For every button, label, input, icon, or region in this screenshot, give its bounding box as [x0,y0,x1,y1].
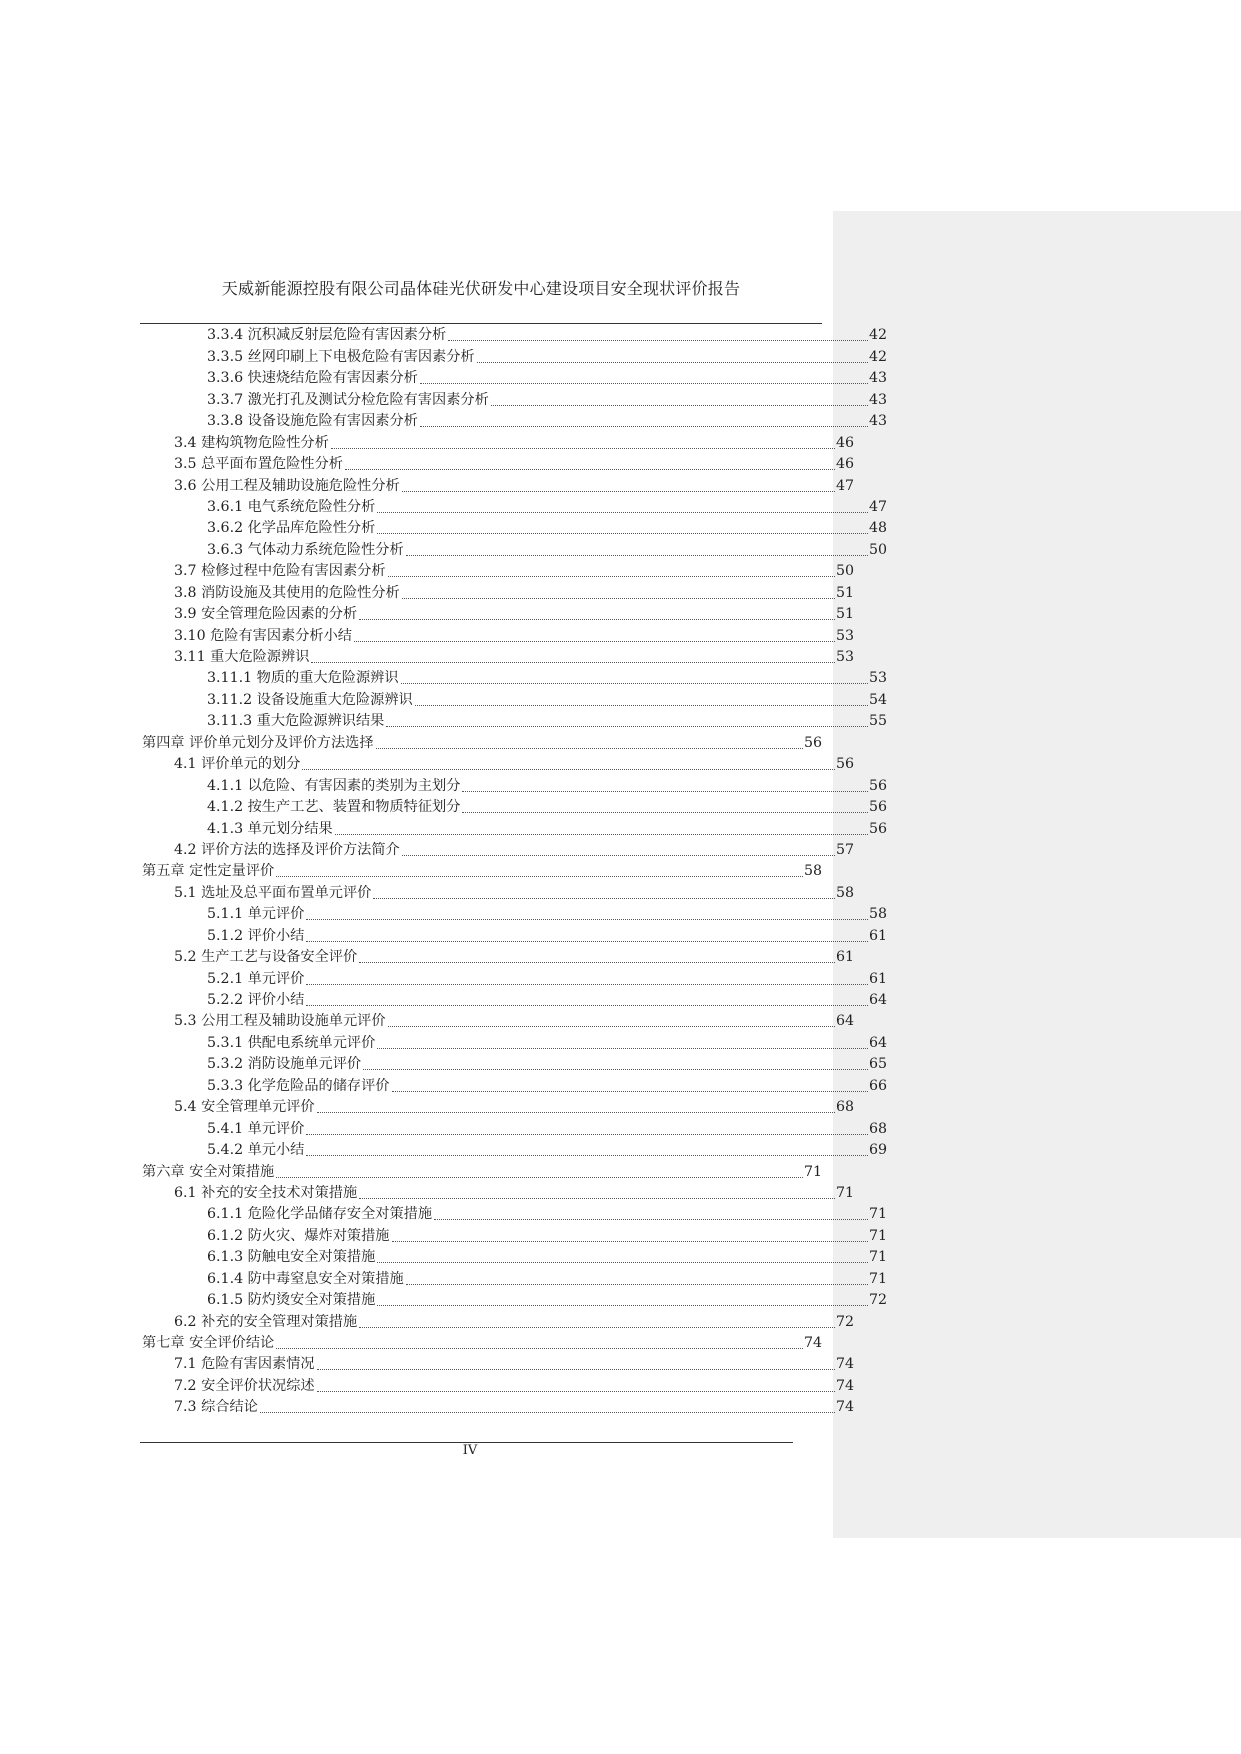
toc-entry[interactable] [140,1374,854,1395]
dot-leader [377,533,868,534]
toc-entry-page: 74 [835,1399,854,1416]
toc-entry-page: 74 [803,1335,822,1351]
toc-entry-label: 6.1.3 防触电安全对策措施 [207,1249,376,1266]
toc-entry-label: 6.1.5 防灼烫安全对策措施 [207,1292,376,1309]
dot-leader [392,1241,868,1242]
toc-entry-label: 5.4 安全管理单元评价 [174,1099,315,1116]
toc-entry-page: 66 [868,1077,887,1094]
toc-entry-label: 5.4.1 单元评价 [207,1120,305,1137]
toc-entry-page: 53 [835,649,854,665]
toc-entry[interactable] [140,989,887,1010]
dot-leader [491,405,868,406]
toc-entry-page: 54 [868,691,887,708]
dot-leader [335,834,868,835]
toc-entry-label: 7.2 安全评价状况综述 [174,1377,315,1394]
toc-entry-label: 5.1.1 单元评价 [207,906,305,923]
toc-entry-label: 3.6.1 电气系统危险性分析 [207,498,376,515]
toc-entry[interactable] [140,903,887,924]
toc-entry-label: 第五章 定性定量评价 [142,863,275,880]
toc-entry[interactable] [140,517,887,538]
toc-entry[interactable] [140,710,887,731]
toc-entry-label: 3.3.8 设备设施危险有害因素分析 [207,413,418,430]
toc-entry-label: 3.7 检修过程中危险有害因素分析 [174,563,386,580]
toc-entry-page: 51 [835,606,854,623]
toc-entry-label: 6.1 补充的安全技术对策措施 [174,1184,358,1201]
dot-leader [276,1348,803,1349]
toc-entry-page: 53 [868,670,887,687]
toc-entry[interactable] [140,1096,854,1117]
toc-entry[interactable] [140,603,854,624]
toc-entry-page: 50 [835,563,854,580]
toc-entry[interactable] [140,453,854,474]
toc-entry[interactable] [140,1224,887,1245]
toc-entry[interactable] [140,1117,887,1138]
dot-leader [306,941,868,942]
toc-entry-page: 43 [868,391,887,408]
toc-entry[interactable] [140,345,887,366]
toc-entry[interactable] [140,967,887,988]
toc-entry[interactable] [140,1246,887,1267]
toc-entry-label: 7.3 综合结论 [174,1399,258,1416]
dot-leader [392,1091,868,1092]
toc-entry[interactable] [140,538,887,559]
dot-leader [260,1412,835,1413]
dot-leader [448,340,868,341]
dot-leader [388,576,835,577]
toc-entry-label: 3.6 公用工程及辅助设施危险性分析 [174,477,400,494]
toc-entry-label: 4.1 评价单元的划分 [174,756,301,773]
toc-entry-label: 3.6.2 化学品库危险性分析 [207,520,376,537]
toc-entry[interactable] [140,924,887,945]
dot-leader [377,1048,868,1049]
dot-leader [377,512,868,513]
toc-entry-page: 71 [868,1270,887,1287]
toc-entry[interactable] [140,1053,887,1074]
toc-entry-label: 7.1 危险有害因素情况 [174,1356,315,1373]
toc-entry[interactable] [140,581,854,602]
dot-leader [402,855,835,856]
toc-entry-page: 50 [868,541,887,558]
toc-entry-page: 61 [835,949,854,966]
toc-entry-label: 4.1.3 单元划分结果 [207,820,333,837]
toc-entry-page: 56 [868,799,887,816]
toc-entry-page: 46 [835,456,854,473]
toc-entry[interactable] [140,1267,887,1288]
toc-entry-label: 3.11.2 设备设施重大危险源辨识 [207,691,413,708]
toc-entry-page: 57 [835,841,854,858]
dot-leader [477,362,868,363]
toc-entry[interactable] [140,1139,887,1160]
dot-leader [462,812,868,813]
toc-entry[interactable] [140,774,887,795]
toc-entry-label: 第六章 安全对策措施 [142,1163,275,1180]
toc-entry[interactable] [140,731,822,752]
dot-leader [276,1177,803,1178]
toc-entry-label: 5.1 选址及总平面布置单元评价 [174,884,372,901]
toc-entry-page: 47 [868,498,887,515]
toc-entry-page: 42 [868,348,887,365]
toc-entry-page: 48 [868,520,887,537]
toc-entry[interactable] [140,1310,854,1331]
toc-entry[interactable] [140,624,854,645]
toc-entry-page: 43 [868,370,887,387]
toc-entry-label: 3.8 消防设施及其使用的危险性分析 [174,584,400,601]
dot-leader [354,641,835,642]
toc-entry-page: 71 [835,1184,854,1201]
toc-entry-label: 3.6.3 气体动力系统危险性分析 [207,541,404,558]
toc-entry-label: 6.1.4 防中毒窒息安全对策措施 [207,1270,404,1287]
toc-entry-label: 3.3.4 沉积减反射层危险有害因素分析 [207,327,447,344]
toc-entry[interactable] [140,496,887,517]
toc-entry-page: 58 [835,884,854,901]
toc-entry-page: 71 [868,1227,887,1244]
toc-entry-label: 5.3.2 消防设施单元评价 [207,1056,362,1073]
toc-entry-label: 3.5 总平面布置危险性分析 [174,456,343,473]
toc-entry-page: 64 [868,1034,887,1051]
toc-entry-page: 64 [835,1013,854,1030]
toc-entry-label: 3.11 重大危险源辨识 [174,649,310,665]
dot-leader [406,555,868,556]
dot-leader [363,1069,868,1070]
toc-entry[interactable] [140,1182,854,1203]
dot-leader [306,984,868,985]
toc-entry[interactable] [140,1353,854,1374]
toc-entry-label: 4.1.1 以危险、有害因素的类别为主划分 [207,777,461,794]
dot-leader [317,1369,835,1370]
toc-entry-page: 61 [868,927,887,944]
toc-entry[interactable] [140,1074,887,1095]
dot-leader [317,1112,835,1113]
toc-entry[interactable] [140,324,887,345]
toc-entry[interactable] [140,646,854,667]
dot-leader [415,705,868,706]
toc-entry-label: 5.4.2 单元小结 [207,1142,305,1159]
dot-leader [345,469,835,470]
toc-entry[interactable] [140,946,854,967]
toc-entry-page: 68 [868,1120,887,1137]
toc-entry-label: 5.3.3 化学危险品的储存评价 [207,1077,390,1094]
toc-entry-page: 58 [803,863,822,880]
dot-leader [402,491,835,492]
toc-entry-label: 3.4 建构筑物危险性分析 [174,434,329,451]
dot-leader [317,1391,835,1392]
toc-entry-label: 5.2.2 评价小结 [207,992,305,1008]
dot-leader [406,1284,868,1285]
toc-entry-label: 4.2 评价方法的选择及评价方法简介 [174,841,400,858]
toc-entry-label: 4.1.2 按生产工艺、装置和物质特征划分 [207,799,461,816]
toc-entry-page: 71 [868,1249,887,1266]
dot-leader [462,791,868,792]
toc-entry-label: 6.1.2 防火灾、爆炸对策措施 [207,1227,390,1244]
dot-leader [359,962,835,963]
comment-margin-pane [833,211,1241,1538]
toc-entry-page: 72 [868,1292,887,1309]
toc-entry-label: 3.9 安全管理危险因素的分析 [174,606,358,623]
toc-entry-page: 47 [835,477,854,494]
toc-entry[interactable] [140,1160,822,1181]
dot-leader [373,898,835,899]
toc-entry[interactable] [140,367,887,388]
dot-leader [377,1262,868,1263]
toc-entry[interactable] [140,1010,854,1031]
dot-leader [420,383,868,384]
toc-entry-page: 43 [868,413,887,430]
table-of-contents [140,324,887,1417]
toc-entry-label: 3.3.7 激光打孔及测试分检危险有害因素分析 [207,391,489,408]
toc-entry-page: 74 [835,1356,854,1373]
toc-entry-label: 5.1.2 评价小结 [207,927,305,944]
dot-leader [359,1327,835,1328]
dot-leader [386,726,868,727]
toc-entry-page: 46 [835,434,854,451]
toc-entry[interactable] [140,1396,854,1417]
toc-entry-page: 71 [868,1206,887,1223]
dot-leader [359,619,835,620]
dot-leader [311,662,835,663]
toc-entry-page: 56 [868,777,887,794]
toc-entry-label: 第四章 评价单元划分及评价方法选择 [142,734,374,751]
toc-entry[interactable] [140,881,854,902]
toc-entry-page: 56 [868,820,887,837]
dot-leader [420,426,868,427]
toc-entry[interactable] [140,839,854,860]
toc-entry-page: 65 [868,1056,887,1073]
dot-leader [306,919,868,920]
toc-entry-page: 71 [803,1163,822,1180]
dot-leader [376,748,803,749]
dot-leader [401,683,868,684]
dot-leader [276,876,803,877]
toc-entry-page: 72 [835,1313,854,1330]
toc-entry-page: 56 [835,756,854,773]
toc-entry-label: 5.3.1 供配电系统单元评价 [207,1034,376,1051]
dot-leader [306,1155,868,1156]
toc-entry-page: 61 [868,970,887,987]
toc-entry-page: 53 [835,627,854,644]
toc-entry[interactable] [140,753,854,774]
toc-entry-label: 第七章 安全评价结论 [142,1335,275,1351]
toc-entry-label: 3.3.6 快速烧结危险有害因素分析 [207,370,418,387]
toc-entry-page: 64 [868,992,887,1008]
toc-entry-label: 5.2 生产工艺与设备安全评价 [174,949,358,966]
toc-entry[interactable] [140,1289,887,1310]
toc-entry[interactable] [140,410,887,431]
toc-entry[interactable] [140,1332,822,1353]
toc-entry-label: 6.1.1 危险化学品储存安全对策措施 [207,1206,433,1223]
toc-entry-label: 3.10 危险有害因素分析小结 [174,627,352,644]
toc-entry-label: 3.3.5 丝网印刷上下电极危险有害因素分析 [207,348,475,365]
dot-leader [388,1026,835,1027]
toc-entry[interactable] [140,560,854,581]
toc-entry[interactable] [140,796,887,817]
dot-leader [302,769,835,770]
toc-entry[interactable] [140,1031,887,1052]
toc-entry-label: 3.11.1 物质的重大危险源辨识 [207,670,399,687]
toc-entry-page: 58 [868,906,887,923]
toc-entry-page: 51 [835,584,854,601]
page-number: IV [462,1443,478,1458]
toc-entry-page: 42 [868,327,887,344]
dot-leader [402,598,835,599]
toc-entry[interactable] [140,667,887,688]
toc-entry-label: 5.3 公用工程及辅助设施单元评价 [174,1013,386,1030]
toc-entry[interactable] [140,688,887,709]
toc-entry[interactable] [140,388,887,409]
toc-entry[interactable] [140,431,854,452]
toc-entry[interactable] [140,474,854,495]
toc-entry-label: 6.2 补充的安全管理对策措施 [174,1313,358,1330]
toc-entry-page: 74 [835,1377,854,1394]
toc-entry-page: 55 [868,713,887,730]
dot-leader [377,1305,868,1306]
dot-leader [306,1005,868,1006]
dot-leader [331,448,835,449]
toc-entry[interactable] [140,817,887,838]
toc-entry-page: 56 [803,734,822,751]
toc-entry[interactable] [140,1203,887,1224]
toc-entry[interactable] [140,860,822,881]
toc-entry-label: 3.11.3 重大危险源辨识结果 [207,713,385,730]
dot-leader [434,1219,868,1220]
dot-leader [359,1198,835,1199]
dot-leader [306,1134,868,1135]
toc-entry-page: 68 [835,1099,854,1116]
running-header: 天威新能源控股有限公司晶体硅光伏研发中心建设项目安全现状评价报告 [221,279,741,298]
toc-entry-label: 5.2.1 单元评价 [207,970,305,987]
toc-entry-page: 69 [868,1142,887,1159]
